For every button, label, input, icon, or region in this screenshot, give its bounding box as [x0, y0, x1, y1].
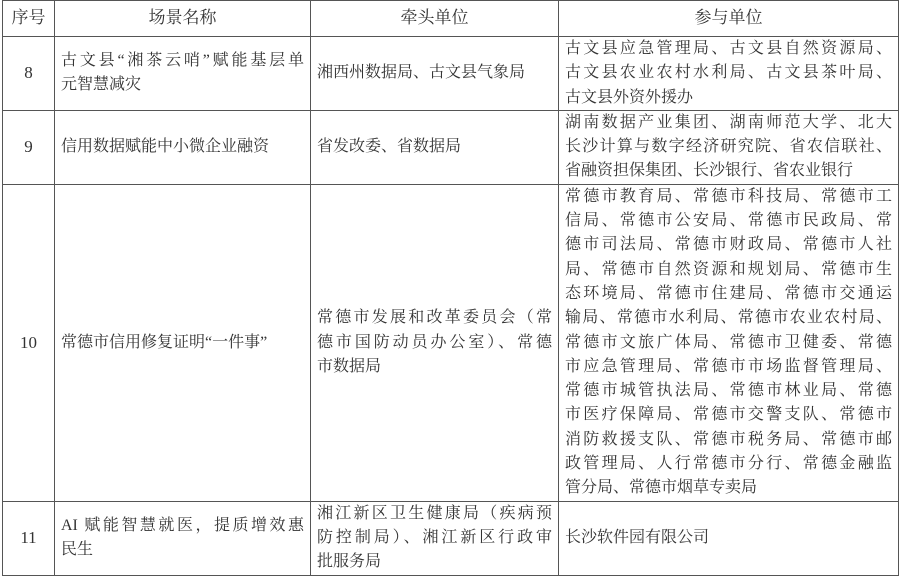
table-row — [3, 501, 899, 575]
participant-units-cell — [559, 184, 899, 501]
cell-line: 批服务局 — [317, 553, 382, 571]
cell-line: 常德市城管执法局、常德市林业局、常德 — [565, 382, 892, 400]
cell-line: 湘西州数据局、古文县气象局 — [317, 64, 526, 82]
cell-line: 常德市教育局、常德市科技局、常德市工 — [565, 187, 892, 205]
table-row — [3, 184, 899, 501]
cell-line: 消防救援支队、常德市税务局、常德市邮 — [565, 430, 892, 448]
header-participants: 参与单位 — [559, 1, 899, 37]
lead-unit-cell — [311, 37, 559, 111]
cell-line: 常德市文旅广体局、常德市卫健委、常德 — [565, 333, 892, 351]
cell-line: 民生 — [61, 541, 94, 559]
header-row — [3, 1, 899, 37]
participant-units-cell — [559, 37, 899, 111]
cell-line: 市应急管理局、常德市市场监督管理局、 — [565, 357, 892, 375]
lead-unit-cell — [311, 110, 559, 184]
cell-line: 常德市发展和改革委员会（常 — [317, 309, 552, 327]
lead-unit-cell — [311, 501, 559, 575]
lead-unit-cell — [311, 184, 559, 501]
cell-line: 市医疗保障局、常德市交警支队、常德市 — [565, 406, 892, 424]
cell-line: 湖南数据产业集团、湖南师范大学、北大 — [565, 113, 892, 131]
participant-units-cell — [559, 110, 899, 184]
scene-table — [2, 0, 899, 576]
table-row — [3, 110, 899, 184]
cell-line: AI 赋能智慧就医，提质增效惠 — [61, 516, 304, 534]
cell-line: 政管理局、人行常德市分行、常德金融监 — [565, 455, 892, 473]
participant-units-cell — [559, 501, 899, 575]
cell-line: 市数据局 — [317, 357, 382, 375]
scene-name-cell — [55, 501, 311, 575]
scene-name-cell — [55, 37, 311, 111]
cell-line: 古文县“湘茶云哨”赋能基层单 — [61, 52, 304, 70]
table-row — [3, 37, 899, 111]
cell-line: 元智慧减灾 — [61, 76, 142, 94]
cell-line: 长沙软件园有限公司 — [565, 528, 710, 546]
header-lead: 牵头单位 — [311, 1, 559, 37]
header-no: 序号 — [3, 1, 55, 37]
cell-line: 信用数据赋能中小微企业融资 — [61, 138, 270, 156]
cell-line: 湘江新区卫生健康局（疾病预 — [317, 504, 552, 522]
row-number: 9 — [3, 110, 55, 184]
cell-line: 古文县农业农村水利局、古文县茶叶局、 — [565, 64, 892, 82]
cell-line: 态环境局、常德市住建局、常德市交通运 — [565, 284, 892, 302]
cell-line: 省融资担保集团、长沙银行、省农业银行 — [565, 162, 854, 180]
row-number: 10 — [3, 184, 55, 501]
row-number: 8 — [3, 37, 55, 111]
header-scene: 场景名称 — [55, 1, 311, 37]
cell-line: 信局、常德市公安局、常德市民政局、常 — [565, 212, 892, 230]
row-number: 11 — [3, 501, 55, 575]
cell-line: 德市司法局、常德市财政局、常德市人社 — [565, 236, 892, 254]
scene-name-cell — [55, 110, 311, 184]
cell-line: 局、常德市自然资源和规划局、常德市生 — [565, 260, 892, 278]
cell-line: 长沙计算与数字经济研究院、省农信联社、 — [565, 138, 892, 156]
cell-line: 常德市信用修复证明“一件事” — [61, 333, 268, 351]
cell-line: 德市国防动员办公室）、常德 — [317, 333, 552, 351]
scene-name-cell — [55, 184, 311, 501]
cell-line: 管分局、常德市烟草专卖局 — [565, 479, 758, 497]
cell-line: 古文县应急管理局、古文县自然资源局、 — [565, 40, 892, 57]
cell-line: 防控制局）、湘江新区行政审 — [317, 528, 552, 546]
cell-line: 古文县外资外援办 — [565, 88, 694, 106]
cell-line: 省发改委、省数据局 — [317, 138, 462, 156]
cell-line: 输局、常德市水利局、常德市农业农村局、 — [565, 309, 892, 327]
